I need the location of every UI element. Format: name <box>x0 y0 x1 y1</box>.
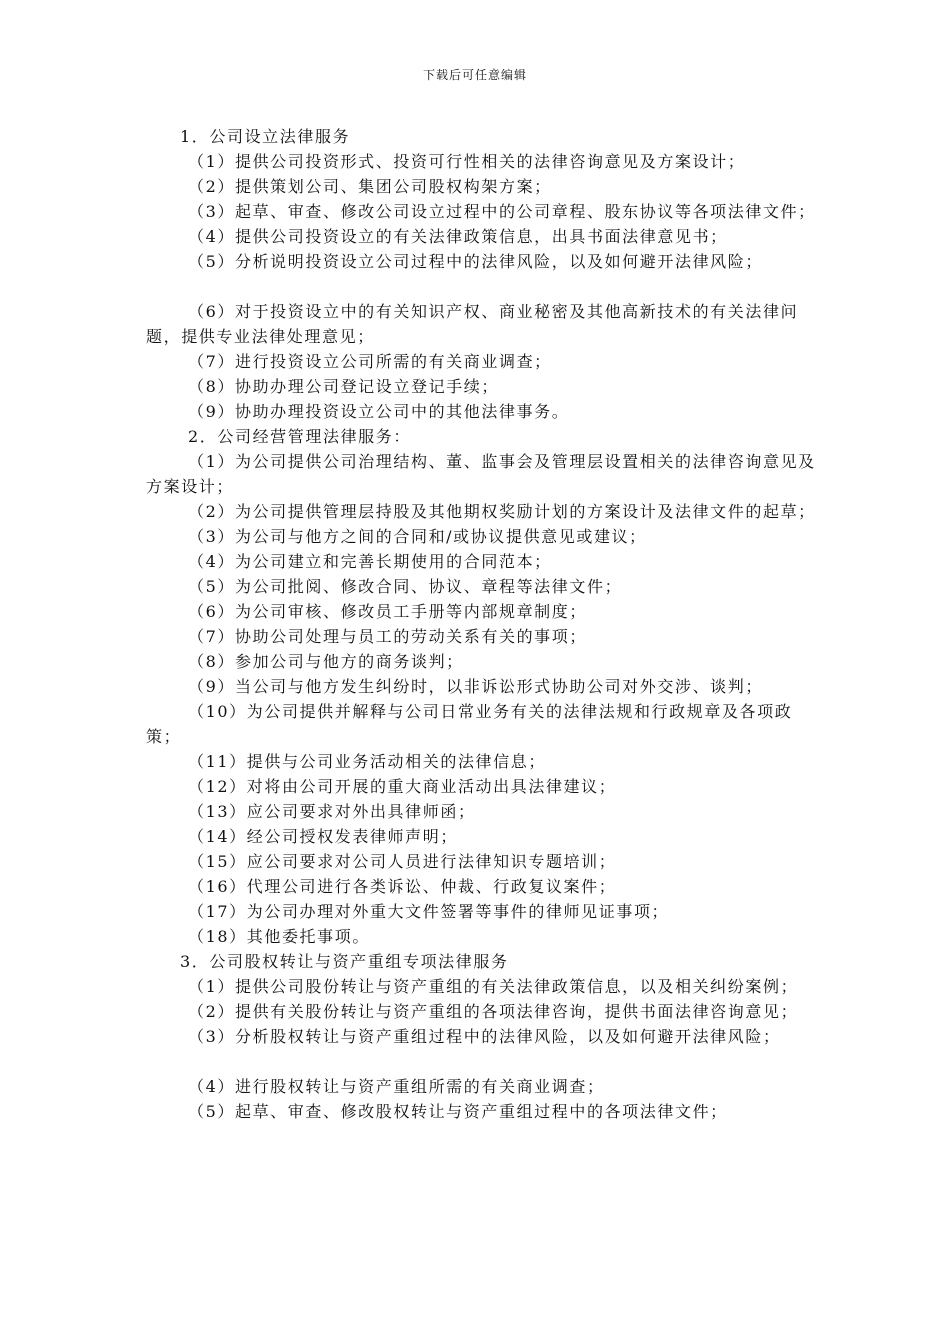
list-item: （7）进行投资设立公司所需的有关商业调查； <box>188 352 552 371</box>
list-item: （17）为公司办理对外重大文件签署等事件的律师见证事项； <box>188 902 670 921</box>
list-item: （6）对于投资设立中的有关知识产权、商业秘密及其他高新技术的有关法律问题，提供专业法律处理意见； <box>146 302 799 346</box>
blank-line <box>146 274 818 299</box>
list-item: （15）应公司要求对公司人员进行法律知识专题培训； <box>188 852 617 871</box>
list-item: （18）其他委托事项。 <box>188 927 370 946</box>
list-item: （1）为公司提供公司治理结构、董、监事会及管理层设置相关的法律咨询意见及方案设计； <box>146 452 816 496</box>
section-2-title: 2．公司经营管理法律服务： <box>188 427 411 446</box>
list-item: （5）为公司批阅、修改合同、协议、章程等法律文件； <box>188 577 623 596</box>
document-body <box>146 124 818 1124</box>
list-item: （12）对将由公司开展的重大商业活动出具法律建议； <box>188 777 617 796</box>
list-item: （10）为公司提供并解释与公司日常业务有关的法律法规和行政规章及各项政策； <box>146 702 793 746</box>
list-item: （8）参加公司与他方的商务谈判； <box>188 652 464 671</box>
list-item: （2）为公司提供管理层持股及其他期权奖励计划的方案设计及法律文件的起草； <box>188 502 816 521</box>
list-item: （3）为公司与他方之间的合同和/或协议提供意见或建议； <box>188 527 647 546</box>
list-item: （4）提供公司投资设立的有关法律政策信息，出具书面法律意见书； <box>188 227 728 246</box>
list-item: （11）提供与公司业务活动相关的法律信息； <box>188 752 546 771</box>
list-item: （7）协助公司处理与员工的劳动关系有关的事项； <box>188 627 587 646</box>
list-item: （3）分析股权转让与资产重组过程中的法律风险，以及如何避开法律风险； <box>188 1027 781 1046</box>
list-item: （5）分析说明投资设立公司过程中的法律风险，以及如何避开法律风险； <box>188 252 763 271</box>
list-item: （8）协助办理公司登记设立登记手续； <box>188 377 499 396</box>
section-1-title: 1．公司设立法律服务 <box>180 127 351 146</box>
list-item: （4）进行股权转让与资产重组所需的有关商业调查； <box>188 1077 605 1096</box>
list-item: （3）起草、审查、修改公司设立过程中的公司章程、股东协议等各项法律文件； <box>188 202 816 221</box>
list-item: （13）应公司要求对外出具律师函； <box>188 802 476 821</box>
list-item: （2）提供策划公司、集团公司股权构架方案； <box>188 177 552 196</box>
list-item: （16）代理公司进行各类诉讼、仲裁、行政复议案件； <box>188 877 617 896</box>
list-item: （4）为公司建立和完善长期使用的合同范本； <box>188 552 552 571</box>
list-item: （5）起草、审查、修改股权转让与资产重组过程中的各项法律文件； <box>188 1102 728 1121</box>
list-item: （2）提供有关股份转让与资产重组的各项法律咨询，提供书面法律咨询意见； <box>188 1002 799 1021</box>
list-item: （9）当公司与他方发生纠纷时，以非诉讼形式协助公司对外交涉、谈判； <box>188 677 763 696</box>
blank-line <box>146 1049 818 1074</box>
list-item: （14）经公司授权发表律师声明； <box>188 827 458 846</box>
section-3-title: 3．公司股权转让与资产重组专项法律服务 <box>180 952 509 971</box>
list-item: （1）提供公司股份转让与资产重组的有关法律政策信息，以及相关纠纷案例； <box>188 977 799 996</box>
list-item: （1）提供公司投资形式、投资可行性相关的法律咨询意见及方案设计； <box>188 152 746 171</box>
list-item: （9）协助办理投资设立公司中的其他法律事务。 <box>188 402 570 421</box>
list-item: （6）为公司审核、修改员工手册等内部规章制度； <box>188 602 587 621</box>
page-header-note: 下载后可任意编辑 <box>422 68 527 82</box>
